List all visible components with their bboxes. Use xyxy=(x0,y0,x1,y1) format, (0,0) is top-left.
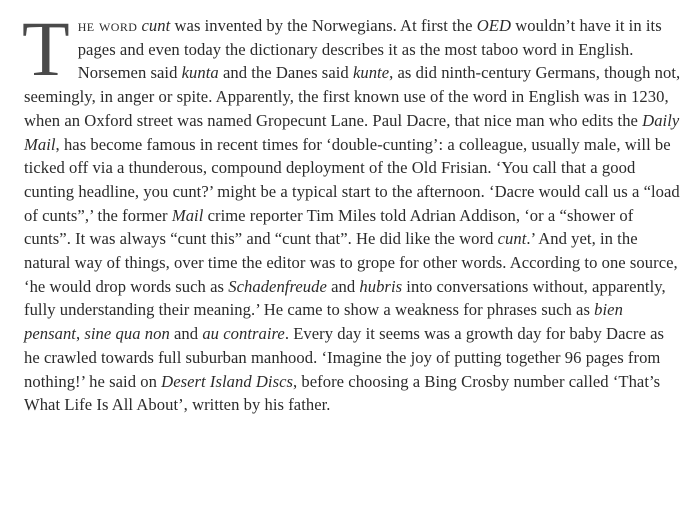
text-run: was invented by the Norwegians. At first the xyxy=(170,16,477,35)
italic-run: Schadenfreude xyxy=(228,276,327,296)
text-run: and xyxy=(326,276,360,296)
italic-run: sine qua non xyxy=(84,324,170,344)
drop-cap: T xyxy=(22,5,70,92)
text-run: , has become famous in recent times for ‘double-cunting’: a colleague, usually male, will be ticked off via a thunderous, compound deployment of the Old Frisian. ‘You call that a good cunting headline, you cunt?’ might be a typical start to the afternoon. ‘Dacre would call us a “load of cunts”,’ the former xyxy=(24,134,680,225)
text-run: , before choosing a Bing Crosby number called ‘That’s What Life Is All About’, written by his father. xyxy=(24,371,661,415)
italic-run: bien pensant xyxy=(24,300,623,344)
text-run: and xyxy=(169,324,203,344)
text-run: , xyxy=(75,324,85,344)
italic-run: hubris xyxy=(359,276,403,296)
italic-run: au contraire xyxy=(202,324,285,344)
text-run: . Every day it seems was a growth day for baby Dacre as he crawled towards full suburban manhood. ‘Imagine the joy of putting together 96 pages from nothing!’ he said on xyxy=(24,324,665,391)
lead-in-smallcaps: he word xyxy=(77,16,138,35)
body-text xyxy=(22,5,681,415)
text-run: , as did ninth-century Germans, though not, seemingly, in anger or spite. Apparently, the first known use of the word in English was in 1230, when an Oxford street was named Gropecunt Lane. Paul Dacre, that nice man who edits the xyxy=(24,63,681,130)
italic-run: OED xyxy=(476,16,512,35)
text-run: wouldn’t have it in its pages and even today the dictionary describes it as the most taboo word in English. Norsemen said xyxy=(77,16,662,83)
text-run: into conversations without, apparently, fully understanding their meaning.’ He came to show a weakness for phrases such as xyxy=(24,276,666,320)
italic-run: Daily Mail xyxy=(24,110,680,154)
italic-run: cunt xyxy=(497,229,527,249)
italic-run: cunt xyxy=(141,16,171,35)
italic-run: kunte xyxy=(352,63,390,83)
italic-run: kunta xyxy=(181,63,219,83)
article-paragraph xyxy=(22,5,682,417)
italic-run: Mail xyxy=(171,205,204,225)
italic-run: Desert Island Discs xyxy=(161,371,294,391)
text-run: crime reporter Tim Miles told Adrian Addison, ‘or a “shower of cunts”. It was always “cunt this” and “cunt that”. He did like the word xyxy=(24,205,634,249)
text-run: .’ And yet, in the natural way of things, over time the editor was to grope for other words. According to one source, ‘he would drop words such as xyxy=(24,229,678,296)
text-run: and the Danes said xyxy=(218,63,353,83)
